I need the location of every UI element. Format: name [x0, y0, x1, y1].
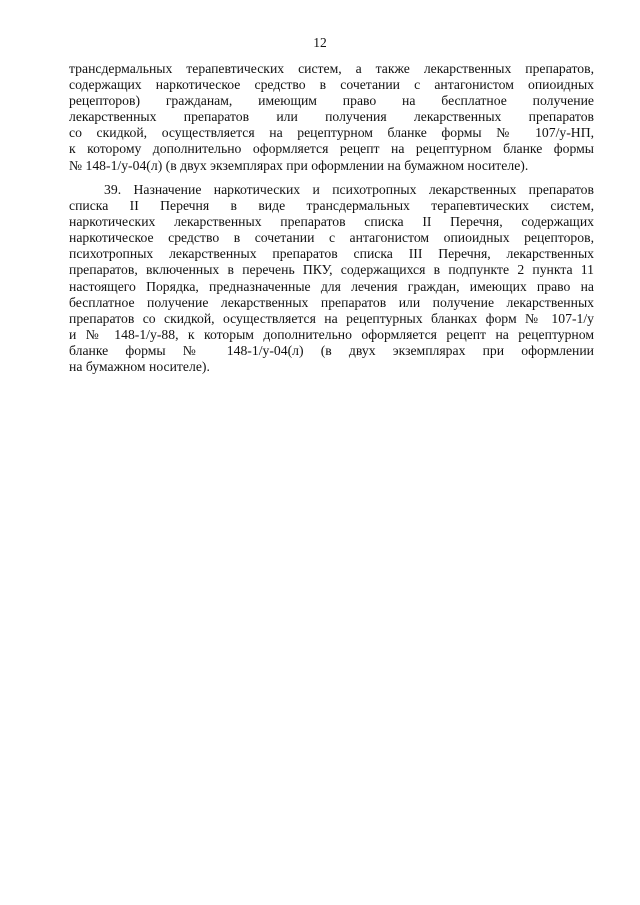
- text-line: препаратов, включенных в перечень ПКУ, содержащихся в подпункте 2 пункта 11: [69, 262, 594, 278]
- text-line: на бумажном носителе).: [69, 359, 210, 375]
- text-line: лекарственных препаратов или получения лекарственных препаратов: [69, 109, 594, 125]
- text-line: со скидкой, осуществляется на рецептурном бланке формы № 107/у-НП,: [69, 125, 594, 141]
- paragraph-continuation: [69, 61, 594, 174]
- text-line: и № 148-1/у-88, к которым дополнительно оформляется рецепт на рецептурном: [69, 326, 594, 342]
- text-line: трансдермальных терапевтических систем, а также лекарственных препаратов,: [69, 61, 594, 76]
- text-line: бесплатное получение лекарственных препаратов или получение лекарственных: [69, 294, 594, 310]
- text-line: настоящего Порядка, предназначенные для лечения граждан, имеющих право на: [69, 278, 594, 294]
- text-line: 39. Назначение наркотических и психотропных лекарственных препаратов: [104, 182, 594, 197]
- text-line: к которому дополнительно оформляется рецепт на рецептурном бланке формы: [69, 141, 594, 157]
- text-line: списка II Перечня в виде трансдермальных терапевтических систем,: [69, 198, 594, 214]
- text-line: наркотическое средство в сочетании с антагонистом опиоидных рецепторов,: [69, 230, 594, 246]
- text-line: наркотических лекарственных препаратов списка II Перечня, содержащих: [69, 214, 594, 230]
- paragraph-39: [69, 182, 594, 375]
- text-line: бланке формы № 148-1/у-04(л) (в двух экземплярах при оформлении: [69, 342, 594, 358]
- text-line: психотропных лекарственных препаратов списка III Перечня, лекарственных: [69, 246, 594, 262]
- text-line: рецепторов) гражданам, имеющим право на бесплатное получение: [69, 93, 594, 109]
- text-line: препаратов со скидкой, осуществляется на рецептурных бланках форм № 107-1/у: [69, 310, 594, 326]
- text-line: № 148-1/у-04(л) (в двух экземплярах при оформлении на бумажном носителе).: [69, 157, 529, 173]
- page-number: 12: [313, 35, 327, 50]
- text-line: содержащих наркотическое средство в сочетании с антагонистом опиоидных: [69, 77, 594, 93]
